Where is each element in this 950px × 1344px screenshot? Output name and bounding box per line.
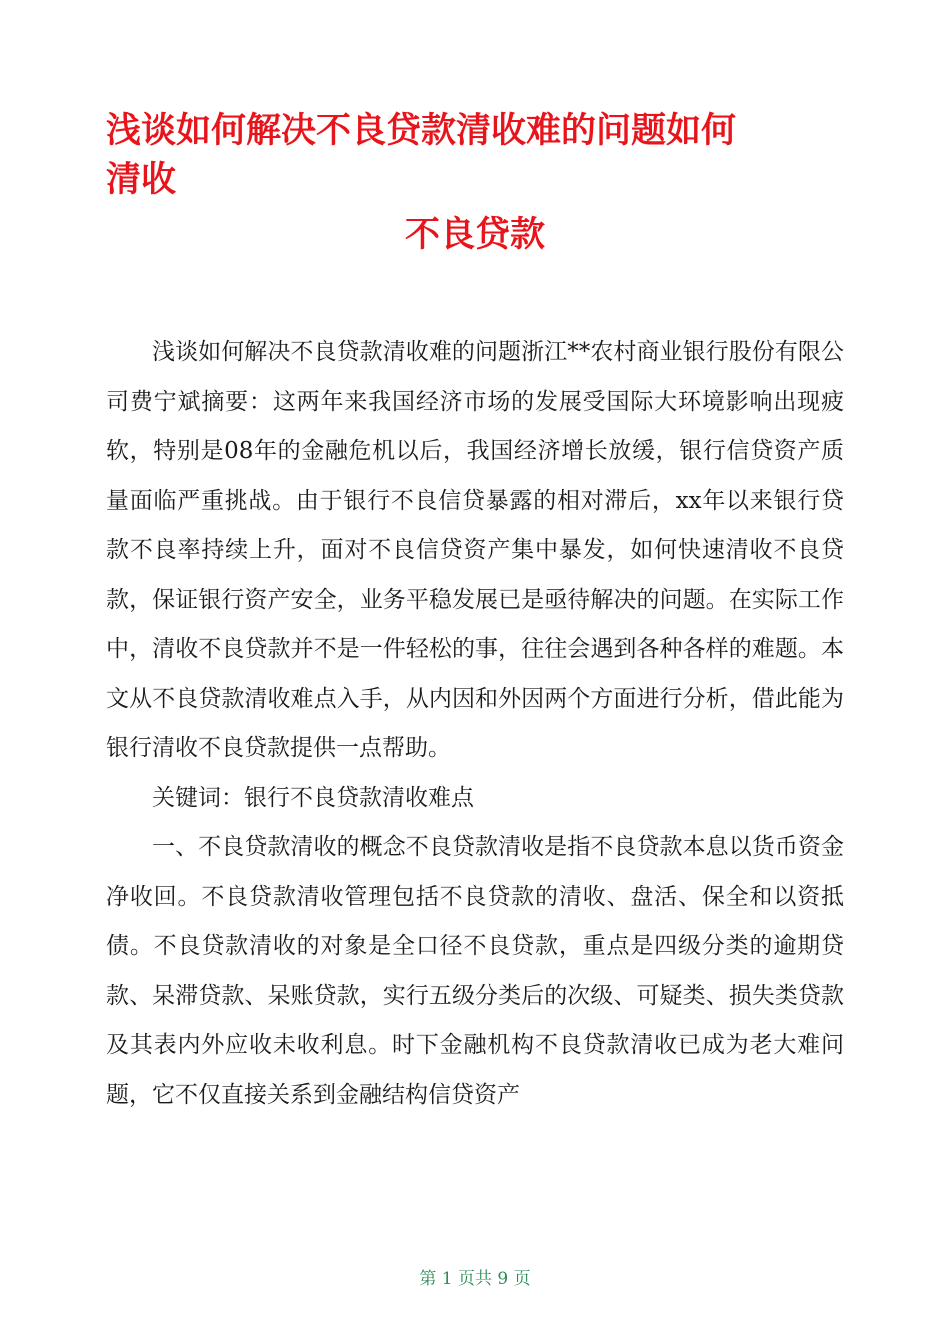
paragraph-keywords: 关键词：银行不良贷款清收难点 <box>152 784 474 811</box>
paragraph-abstract: 浅谈如何解决不良贷款清收难的问题浙江**农村商业银行股份有限公司费宁斌摘要：这两年来我国经济市场的发展受国际大环境影响出现疲软，特别是08年的金融危机以后，我国经济增长放缓，银行信贷资产质量面临严重挑战。由于银行不良信贷暴露的相对滞后，xx年以来银行贷款不良率持续上升，面对不良信贷资产集中暴发，如何快速清收不良贷款，保证银行资产安全，业务平稳发展已是亟待解决的问题。在实际工作中，清收不良贷款并不是一件轻松的事，往往会遇到各种各样的难题。本文从不良贷款清收难点入手，从内因和外因两个方面进行分析，借此能为银行清收不良贷款提供一点帮助。 <box>106 339 844 761</box>
document-body <box>106 328 844 1120</box>
page-footer: 第 1 页共 9 页 <box>419 1269 531 1289</box>
paragraph-section-1: 一、不良贷款清收的概念不良贷款清收是指不良贷款本息以货币资金净收回。不良贷款清收管理包括不良贷款的清收、盘活、保全和以资抵债。不良贷款清收的对象是全口径不良贷款，重点是四级分类的逾期贷款、呆滞贷款、呆账贷款，实行五级分类后的次级、可疑类、损失类贷款及其表内外应收未收利息。时下金融机构不良贷款清收已成为老大难问题，它不仅直接关系到金融结构信贷资产 <box>106 834 844 1108</box>
document-title-line-2: 清收 <box>106 160 177 200</box>
document-title-line-3: 不良贷款 <box>404 215 545 255</box>
document-title-line-1: 浅谈如何解决不良贷款清收难的问题如何 <box>106 111 737 151</box>
